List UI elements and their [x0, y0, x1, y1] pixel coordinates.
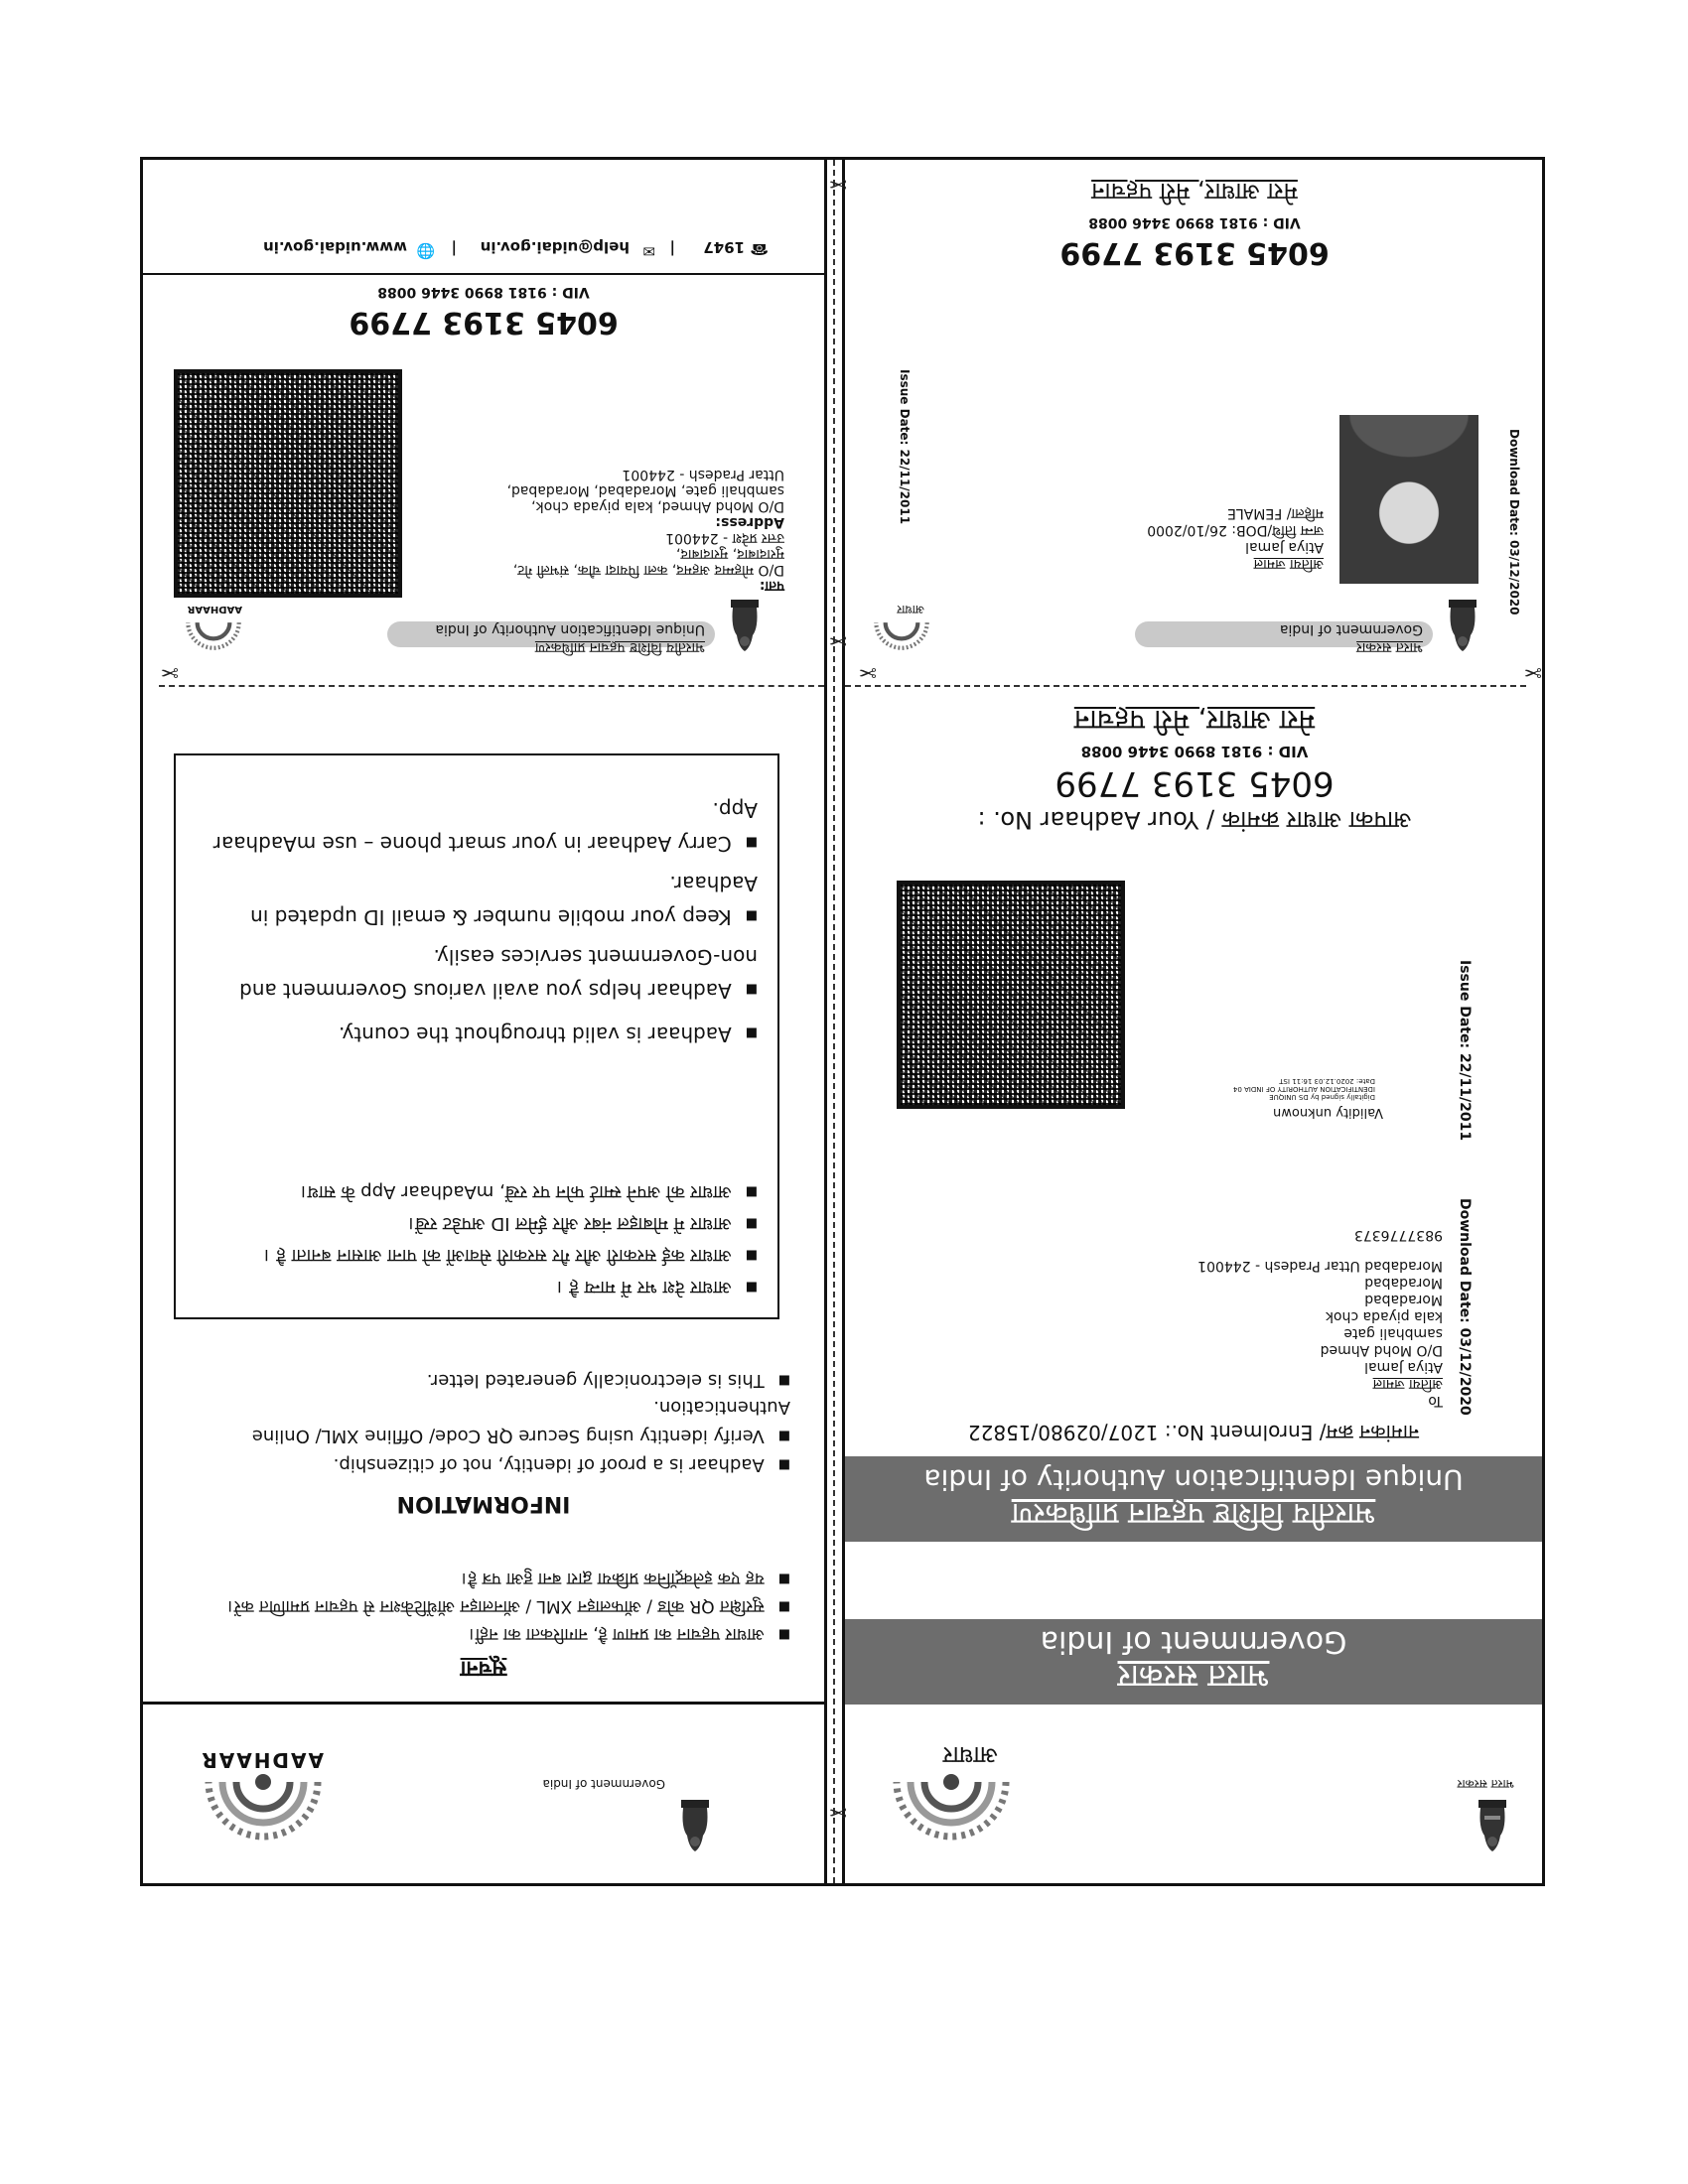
ashoka-emblem-icon	[675, 1796, 715, 1857]
card-aadhaar-number: 6045 3193 7799	[349, 305, 619, 340]
mail-icon: ✉	[642, 242, 655, 260]
scissor-icon: ✂	[160, 659, 179, 684]
aadhaar-benefits-box	[174, 753, 779, 1319]
card-footer-line	[143, 273, 824, 275]
footer-separator: |	[669, 240, 675, 258]
aadhaar-logo-icon	[877, 1774, 1026, 1853]
left-panel	[845, 160, 1542, 1883]
uidai-band: भारतीय विशिष्ट पहचान प्राधिकरण Unique Identification Authority of India	[845, 1456, 1542, 1542]
website: www.uidai.gov.in	[263, 238, 407, 256]
card-aadhaar-logo-icon	[867, 617, 936, 657]
card-emblem-icon	[1443, 596, 1482, 657]
aadhaar-logo-icon	[189, 1774, 338, 1853]
cut-line	[159, 685, 824, 687]
gov-caption: Government of India	[542, 1777, 665, 1791]
benefits-list-en: ■ Aadhaar is valid throughout the county. ■ Aadhaar helps you avail various Government and non-Government services easily. ■ Keep your mobile number & email ID updated in Aadhaar. ■ Carry Aadhaar in your smart phone – use mAadhaar App.	[202, 795, 758, 1049]
footer-separator: |	[451, 240, 457, 258]
card-uidai-hi: भारतीय विशिष्ट पहचान प्राधिकरण	[534, 639, 705, 655]
download-date: Download Date: 03/12/2020	[1457, 1198, 1473, 1416]
card-photo	[1339, 415, 1478, 584]
card-vid: VID : 9181 8990 3446 0088	[377, 284, 590, 300]
scissor-icon: ✂	[828, 171, 847, 196]
aadhaar-letter-frame	[140, 157, 1545, 1886]
notice-heading-hi: सूचना	[460, 1656, 507, 1681]
scissor-icon: ✂	[1523, 659, 1542, 684]
fold-line	[833, 160, 835, 1883]
aadhaar-number-label: आपका आधार क्रमांक / Your Aadhaar No. :	[977, 806, 1412, 834]
divider-line	[143, 1702, 824, 1705]
ashoka-emblem-icon	[1473, 1796, 1512, 1857]
card-details: अतिया जमाल Atiya Jamal जन्म तिथि/DOB: 26/10/2000 महिला/ FEMALE	[1147, 505, 1324, 572]
card-gov-hi: भारत सरकार	[1356, 639, 1423, 655]
card-logo-caption: आधार	[897, 603, 924, 616]
validity-text: Validity unknown	[1273, 1105, 1383, 1120]
center-divider	[824, 160, 827, 1883]
government-band: भारत सरकार Government of India	[845, 1619, 1542, 1705]
info-list-en: ■ Aadhaar is a proof of identity, not of citizenship. ■ Verify identity using Secure QR Code/ Offline XML/ Online Authentication. ■ This is electronically generated letter.	[175, 1365, 790, 1478]
card-emblem-icon	[725, 596, 765, 657]
digital-signature: Digitally signed by DS UNIQUE IDENTIFICATION AUTHORITY OF INDIA 04 Date: 2020.12.03 16:11 IST	[1232, 1077, 1375, 1101]
aadhaar-card-back	[143, 160, 824, 667]
enrolment-number: नामांकन क्रम/ Enrolment No.: 1207/02980/15822	[967, 1421, 1420, 1444]
card-issue-date: Issue Date: 22/11/2011	[898, 369, 912, 525]
card-gov-en: Government of India	[1279, 621, 1423, 637]
scissor-icon: ✂	[828, 1799, 847, 1824]
card-download-date: Download Date: 03/12/2020	[1507, 429, 1521, 615]
globe-icon: 🌐	[416, 242, 435, 260]
vid-number: VID : 9181 8990 3446 0088	[1080, 743, 1309, 760]
recipient-address: To अतिया जमाल Atiya Jamal D/O Mohd Ahmed sambhali gate kala piyada chok Moradabad Moradabad Moradabad Uttar Pradesh - 244001 9837776373	[1197, 1227, 1443, 1409]
scissor-icon: ✂	[828, 627, 847, 652]
center-divider	[842, 160, 845, 1883]
cut-line	[845, 685, 1526, 687]
help-email: help@uidai.gov.in	[480, 238, 630, 256]
card-logo-caption: AADHAAR	[187, 604, 242, 614]
card-vid: VID : 9181 8990 3446 0088	[1088, 214, 1301, 230]
card-uidai-en: Unique Identification Authority of India	[435, 621, 705, 637]
issue-date: Issue Date: 22/11/2011	[1457, 960, 1473, 1142]
right-panel	[143, 160, 824, 1883]
card-aadhaar-logo-icon	[179, 617, 248, 657]
aadhaar-card-front	[845, 160, 1542, 667]
card-address: पता: D/O मोहम्मद अहमद, कला पियादा चौक, संभली गेट, मुरादाबाद, मुरादाबाद, उत्तर प्रदेश - 244001 Address: D/O Mohd Ahmed, kala piyada chok, sambhali gate, Moradabad, Moradabad, Uttar Pradesh - 244001	[506, 467, 784, 594]
qr-code	[897, 881, 1125, 1109]
emblem-caption: भारत सरकार	[1457, 1777, 1514, 1791]
logo-caption: AADHAAR	[200, 1748, 324, 1772]
benefits-list-hi: ■ आधार देश भर में मान्य है । ■ आधार कई सरकारी और गैर सरकारी सेवाओं को पाना आसान बनाता है । ■ आधार में मोबाइल नंबर और ईमेल ID अपडेट रखें। ■ आधार को अपने स्मार्ट फोन पर रखें, mAadhaar App के साथ।	[202, 1174, 758, 1301]
card-aadhaar-number: 6045 3193 7799	[1059, 235, 1330, 270]
notice-list-hi: ■ आधार पहचान का प्रमाण है, नागरिकता का नहीं। ■ सुरक्षित QR कोड / ऑफलाइन XML / ऑनलाइन ऑथेंटिकेशन से पहचान प्रमाणित करें। ■ यह एक इलेक्ट्रॉनिक प्रक्रिया द्वारा बना हुआ पत्र है।	[195, 1564, 790, 1647]
logo-caption: आधार	[942, 1741, 998, 1769]
helpline-number: 1947	[703, 238, 745, 256]
tagline: मेरा आधार, मेरी पहचान	[1073, 704, 1316, 737]
card-qr-code	[174, 369, 402, 598]
aadhaar-number: 6045 3193 7799	[1055, 763, 1335, 803]
helpline-icon: ☎	[750, 240, 769, 258]
card-tagline: मेरा आधार, मेरी पहचान	[1091, 178, 1298, 205]
scissor-icon: ✂	[858, 659, 877, 684]
info-heading-en: INFORMATION	[396, 1491, 571, 1516]
card-footer	[143, 230, 824, 260]
